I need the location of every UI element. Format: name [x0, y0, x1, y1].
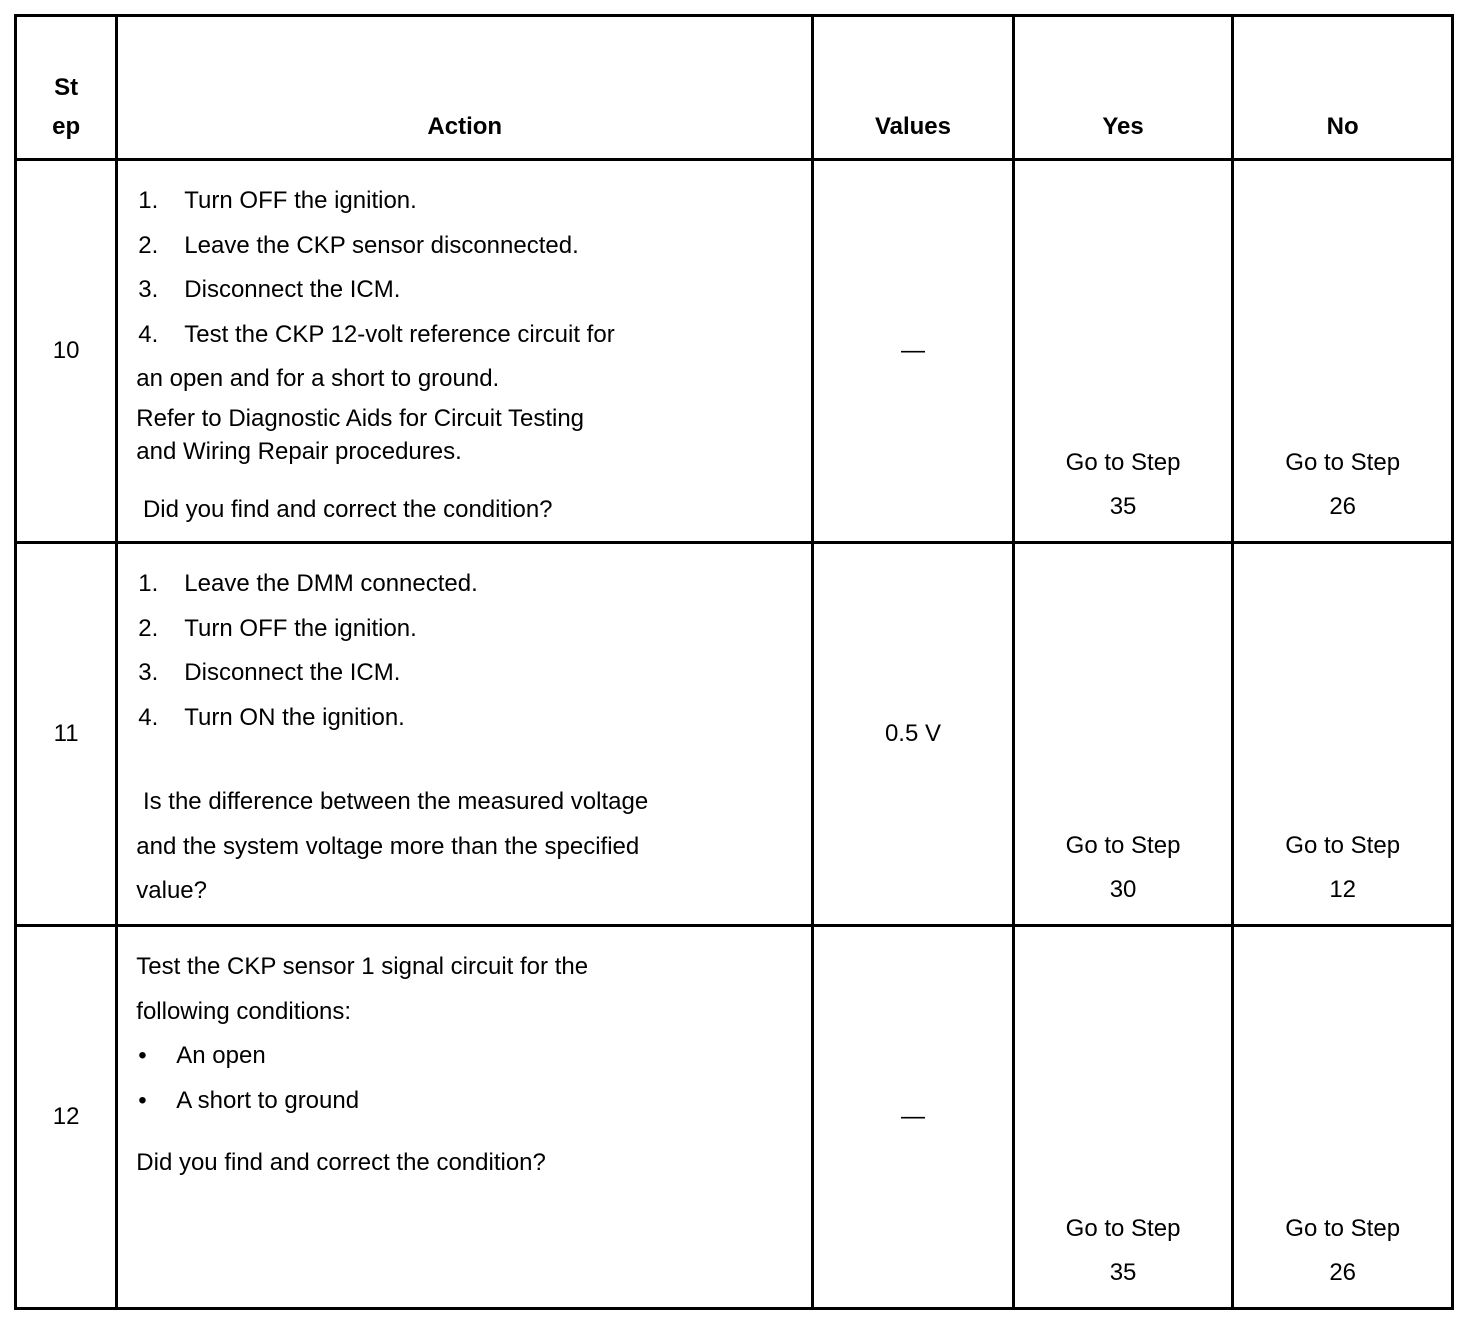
action-step-2: 2. Turn OFF the ignition.	[138, 614, 417, 642]
header-no: No	[1233, 16, 1453, 160]
step-number: 10	[52, 337, 80, 364]
no-goto-label: Go to Step	[1285, 449, 1401, 476]
value-text: 0.5 V	[884, 720, 941, 747]
step-cell	[16, 160, 117, 543]
values-cell	[813, 160, 1014, 543]
step-cell	[16, 543, 117, 926]
yes-goto-label: Go to Step	[1065, 1215, 1181, 1242]
yes-cell	[1013, 160, 1233, 543]
header-step	[16, 16, 117, 160]
diagnostic-table	[14, 14, 1454, 1310]
yes-cell	[1013, 926, 1233, 1309]
values-cell	[813, 543, 1014, 926]
no-goto-step: 12	[1329, 876, 1357, 903]
header-action: Action	[117, 16, 813, 160]
table-row-step-11	[16, 543, 1453, 926]
action-note-line1: Refer to Diagnostic Aids for Circuit Testing	[136, 404, 585, 432]
action-cell	[117, 926, 813, 1309]
bullet-item-1: • An open	[138, 1042, 266, 1069]
step-cell	[16, 926, 117, 1309]
yes-goto-step: 30	[1109, 876, 1137, 903]
table-row-step-10	[16, 160, 1453, 543]
yes-goto-label: Go to Step	[1065, 832, 1181, 859]
action-question: Did you find and correct the condition?	[136, 495, 553, 523]
action-question-line1: Is the difference between the measured voltage	[136, 788, 649, 815]
action-question-line3: value?	[136, 877, 208, 904]
action-question: Did you find and correct the condition?	[136, 1149, 546, 1176]
yes-cell	[1013, 543, 1233, 926]
action-step-4: 4. Test the CKP 12-volt reference circuit for	[138, 320, 615, 348]
table-row-step-12	[16, 926, 1453, 1309]
header-row	[16, 16, 1453, 160]
value-text: —	[900, 1103, 925, 1130]
action-step-3: 3. Disconnect the ICM.	[138, 276, 401, 303]
action-cell	[117, 160, 813, 543]
action-note-line2: and Wiring Repair procedures.	[136, 437, 462, 465]
bullet-item-2: • A short to ground	[138, 1086, 360, 1114]
action-step-1: 1. Leave the DMM connected.	[138, 570, 478, 597]
no-cell	[1233, 543, 1453, 926]
no-goto-step: 26	[1329, 493, 1357, 520]
no-cell	[1233, 926, 1453, 1309]
no-goto-label: Go to Step	[1285, 832, 1401, 859]
action-question-line2: and the system voltage more than the specified	[136, 832, 640, 860]
header-values: Values	[813, 16, 1014, 160]
header-yes: Yes	[1013, 16, 1233, 160]
action-step-3: 3. Disconnect the ICM.	[138, 659, 401, 686]
action-step-4: 4. Turn ON the ignition.	[138, 703, 405, 731]
action-continuation: an open and for a short to ground.	[136, 365, 500, 392]
header-step-line2: ep	[52, 113, 81, 140]
action-intro-line2: following conditions:	[136, 997, 352, 1025]
yes-goto-label: Go to Step	[1065, 449, 1181, 476]
value-text: —	[900, 337, 925, 364]
no-cell	[1233, 160, 1453, 543]
action-step-2: 2. Leave the CKP sensor disconnected.	[138, 231, 579, 259]
yes-goto-step: 35	[1109, 1259, 1137, 1286]
step-number: 11	[53, 720, 79, 747]
no-goto-label: Go to Step	[1285, 1215, 1401, 1242]
step-number: 12	[52, 1103, 80, 1130]
action-cell	[117, 543, 813, 926]
no-goto-step: 26	[1329, 1259, 1357, 1286]
yes-goto-step: 35	[1109, 493, 1137, 520]
values-cell	[813, 926, 1014, 1309]
action-step-1: 1. Turn OFF the ignition.	[138, 187, 417, 214]
action-intro-line1: Test the CKP sensor 1 signal circuit for the	[136, 953, 589, 980]
header-step-line1: St	[54, 74, 79, 101]
